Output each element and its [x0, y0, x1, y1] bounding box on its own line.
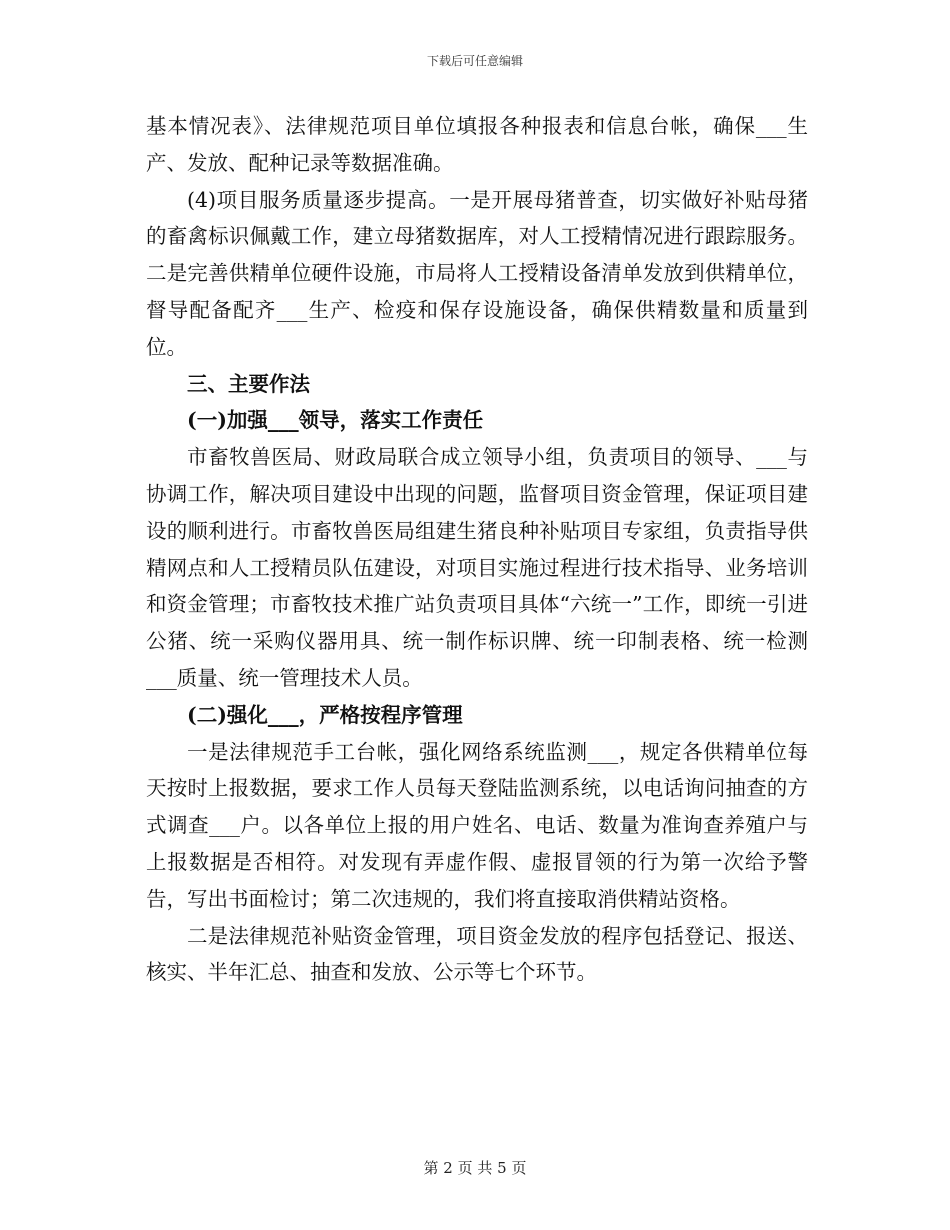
document-body — [146, 108, 808, 991]
paragraph: 市畜牧兽医局、财政局联合成立领导小组，负责项目的领导、___与协调工作，解决项目建设中出现的问题，监督项目资金管理，保证项目建设的顺利进行。市畜牧兽医局组建生猪良种补贴项目专家组，负责指导供精网点和人工授精员队伍建设，对项目实施过程进行技术指导、业务培训和资金管理；市畜牧技术推广站负责项目具体“六统一”工作，即统一引进公猪、统一采购仪器用具、统一制作标识牌、统一印制表格、统一检测___质量、统一管理技术人员。 — [146, 445, 808, 690]
paragraph: 基本情况表》、法律规范项目单位填报各种报表和信息台帐，确保___生产、发放、配种记录等数据准确。 — [146, 114, 808, 175]
page-header-note: 下载后可任意编辑 — [426, 54, 523, 68]
subsection-heading: (二)强化___，严格按程序管理 — [187, 702, 463, 727]
page-number: 第 2 页 共 5 页 — [423, 1159, 527, 1177]
subsection-heading: (一)加强___领导，落实工作责任 — [187, 408, 484, 433]
section-heading: 三、主要作法 — [187, 371, 310, 396]
paragraph: 二是法律规范补贴资金管理，项目资金发放的程序包括登记、报送、核实、半年汇总、抽查和发放、公示等七个环节。 — [146, 923, 808, 985]
paragraph: 一是法律规范手工台帐，强化网络系统监测___，规定各供精单位每天按时上报数据，要求工作人员每天登陆监测系统，以电话询问抽查的方式调查___户。以各单位上报的用户姓名、电话、数量为准询查养殖户与上报数据是否相符。对发现有弄虚作假、虚报冒领的行为第一次给予警告，写出书面检讨；第二次违规的，我们将直接取消供精站资格。 — [146, 739, 808, 911]
paragraph: (4)项目服务质量逐步提高。一是开展母猪普查，切实做好补贴母猪的畜禽标识佩戴工作，建立母猪数据库，对人工授精情况进行跟踪服务。二是完善供精单位硬件设施，市局将人工授精设备清单发放到供精单位，督导配备配齐___生产、检疫和保存设施设备，确保供精数量和质量到位。 — [146, 187, 808, 359]
